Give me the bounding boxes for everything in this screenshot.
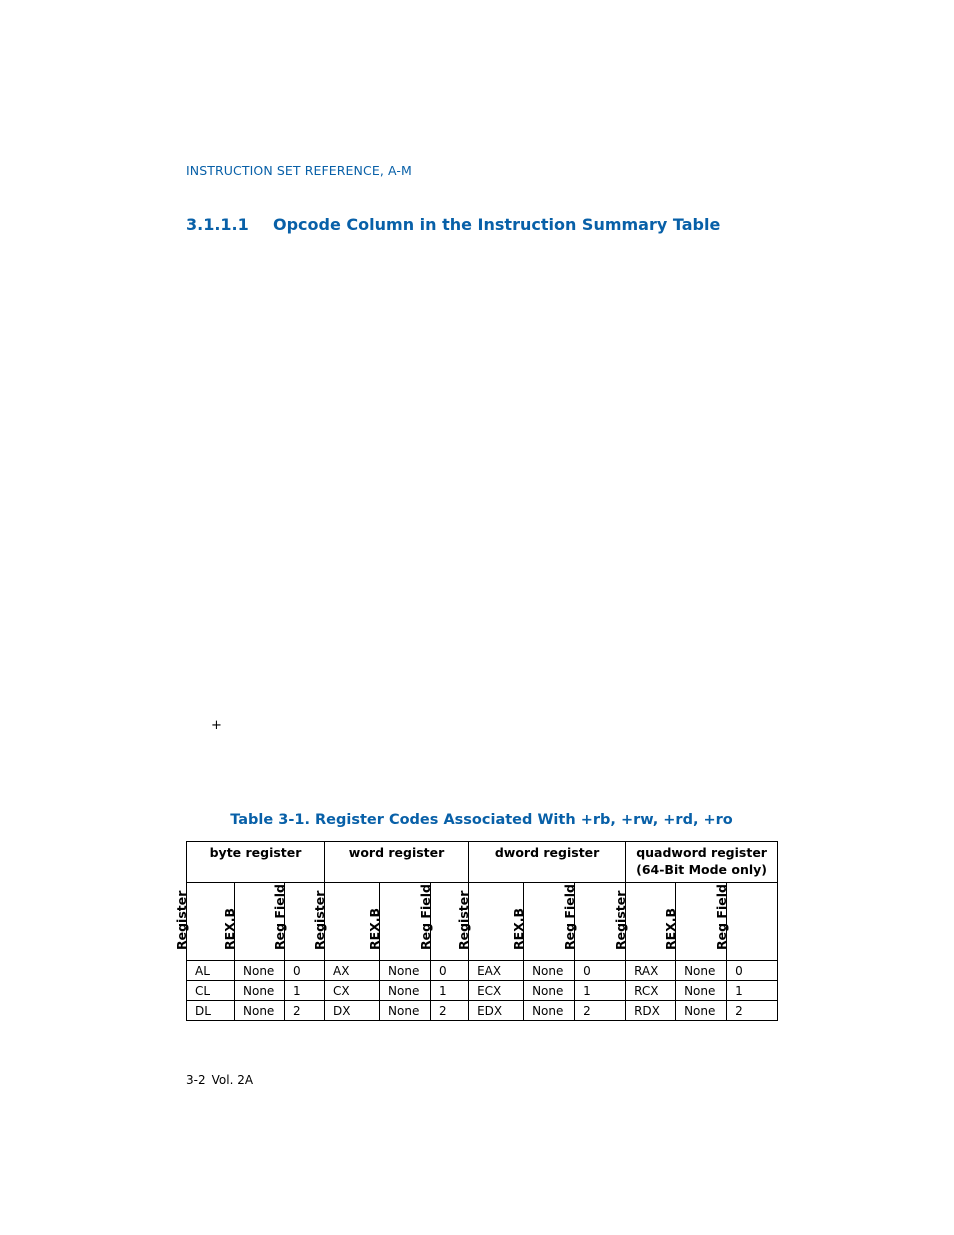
page-footer (186, 1073, 253, 1087)
group-header-dword (469, 842, 626, 883)
section-heading (186, 215, 720, 234)
sub-header-register: Register (469, 883, 524, 961)
group-header-label: quadword register (636, 845, 767, 860)
table-cell: 2 (575, 1001, 626, 1021)
section-number: 3.1.1.1 (186, 215, 249, 234)
table-cell: None (235, 981, 285, 1001)
register-codes-table (174, 841, 778, 1021)
group-header-label: dword register (494, 845, 600, 860)
group-header-label: word register (348, 845, 445, 860)
table-cell: None (676, 1001, 727, 1021)
table-cell: RCX (626, 981, 676, 1001)
sub-header-rex-b: REX.B (524, 883, 575, 961)
sub-header-reg-field: Reg Field (575, 883, 626, 961)
table-cell: None (524, 961, 575, 981)
sub-header-rex-b: REX.B (676, 883, 727, 961)
table-cell: DX (325, 1001, 380, 1021)
volume-label: Vol. 2A (211, 1073, 254, 1087)
table-cell: EAX (469, 961, 524, 981)
page-number: 3-2 (186, 1073, 206, 1087)
table-cell: DL (187, 1001, 235, 1021)
table-cell: None (676, 961, 727, 981)
plus-mark: + (211, 718, 222, 733)
table-cell: None (380, 981, 431, 1001)
table-cell: 1 (431, 981, 469, 1001)
section-title: Opcode Column in the Instruction Summary Table (273, 215, 721, 234)
table-cell: RAX (626, 961, 676, 981)
sub-header-rex-b: REX.B (380, 883, 431, 961)
table-cell: None (235, 1001, 285, 1021)
table-cell: 2 (285, 1001, 325, 1021)
group-header-quadword (626, 842, 778, 883)
group-header-label: byte register (209, 845, 302, 860)
table-cell: None (524, 1001, 575, 1021)
table-cell: 1 (727, 981, 778, 1001)
running-header: INSTRUCTION SET REFERENCE, A-M (186, 163, 412, 178)
table-cell: None (380, 961, 431, 981)
table-cell: AX (325, 961, 380, 981)
sub-header-rex-b: REX.B (235, 883, 285, 961)
table-cell: 0 (727, 961, 778, 981)
table-cell: AL (187, 961, 235, 981)
table-cell: 2 (727, 1001, 778, 1021)
table-cell: None (380, 1001, 431, 1021)
group-header-sublabel: (64-Bit Mode only) (636, 862, 768, 877)
table-cell: 0 (431, 961, 469, 981)
table-cell: 0 (285, 961, 325, 981)
group-header-row (187, 842, 778, 883)
table-cell: None (676, 981, 727, 1001)
table-row (187, 1001, 778, 1021)
table-cell: RDX (626, 1001, 676, 1021)
table-cell: 2 (431, 1001, 469, 1021)
table-row (187, 961, 778, 981)
sub-header-reg-field: Reg Field (727, 883, 778, 961)
table-cell: None (524, 981, 575, 1001)
table-cell: 1 (285, 981, 325, 1001)
table-cell: 1 (575, 981, 626, 1001)
sub-header-row (187, 883, 778, 961)
table-cell: EDX (469, 1001, 524, 1021)
sub-header-reg-field: Reg Field (285, 883, 325, 961)
table-cell: CX (325, 981, 380, 1001)
table-caption: Table 3-1. Register Codes Associated With +rb, +rw, +rd, +ro (230, 812, 733, 828)
sub-header-register: Register (626, 883, 676, 961)
group-header-byte (187, 842, 325, 883)
sub-header-reg-field: Reg Field (431, 883, 469, 961)
table-cell: None (235, 961, 285, 981)
table-cell: CL (187, 981, 235, 1001)
sub-header-register: Register (325, 883, 380, 961)
sub-header-register: Register (187, 883, 235, 961)
table-cell: ECX (469, 981, 524, 1001)
group-header-word (325, 842, 469, 883)
table-row (187, 981, 778, 1001)
table-cell: 0 (575, 961, 626, 981)
